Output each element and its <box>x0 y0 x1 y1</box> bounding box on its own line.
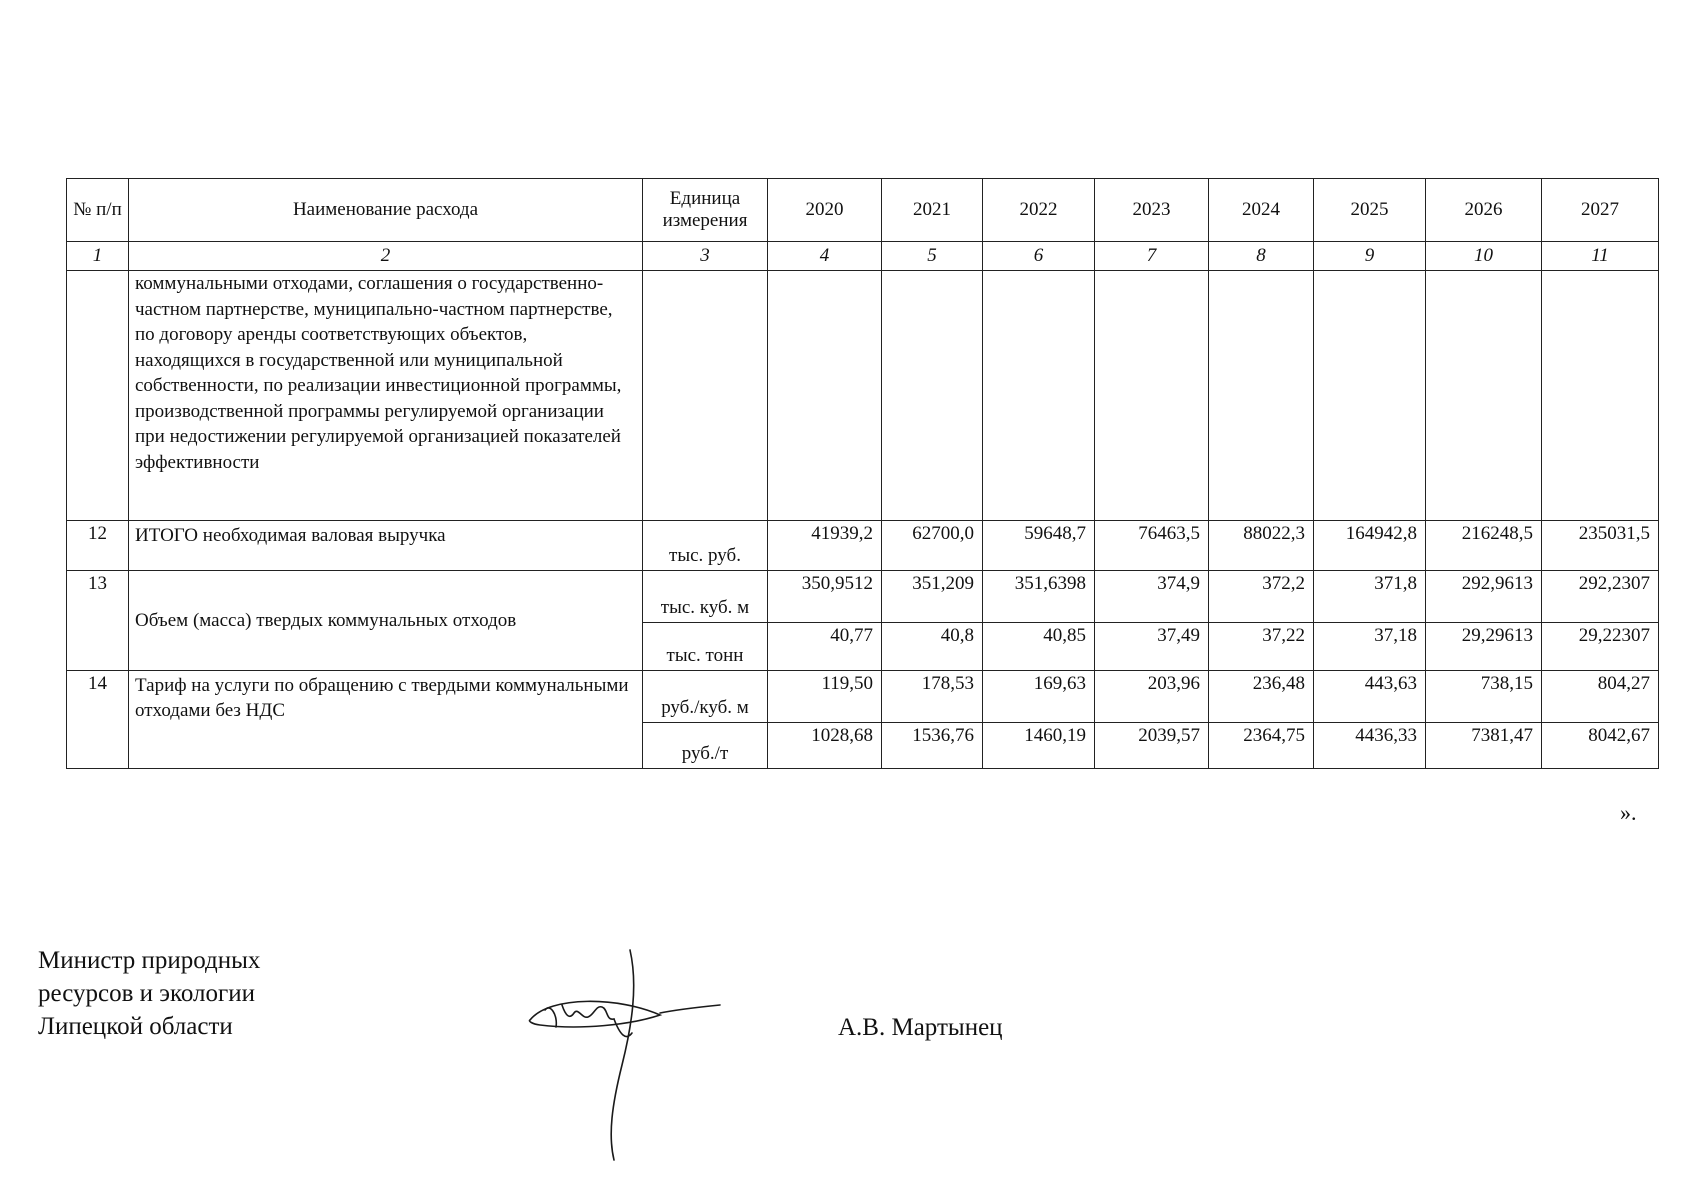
cell-value: 1460,19 <box>983 723 1095 769</box>
row-unit: руб./куб. м <box>643 671 768 723</box>
column-number: 4 <box>768 242 882 271</box>
cell-value: 40,77 <box>768 623 882 671</box>
row-number: 14 <box>67 671 129 769</box>
closing-quote: ». <box>1620 800 1637 825</box>
cell-value: 1536,76 <box>882 723 983 769</box>
cell-value: 40,8 <box>882 623 983 671</box>
cell-value: 804,27 <box>1542 671 1659 723</box>
cell-value: 8042,67 <box>1542 723 1659 769</box>
cell-value: 29,29613 <box>1426 623 1542 671</box>
cell-value: 372,2 <box>1209 571 1314 623</box>
column-number: 8 <box>1209 242 1314 271</box>
cell-value: 203,96 <box>1095 671 1209 723</box>
cell-value: 76463,5 <box>1095 521 1209 571</box>
header-year: 2024 <box>1209 179 1314 242</box>
cell-value: 37,18 <box>1314 623 1426 671</box>
cell-value: 292,9613 <box>1426 571 1542 623</box>
cell-value: 41939,2 <box>768 521 882 571</box>
row-unit: руб./т <box>643 723 768 769</box>
cell-value: 350,9512 <box>768 571 882 623</box>
cell-value: 351,6398 <box>983 571 1095 623</box>
column-number: 11 <box>1542 242 1659 271</box>
cell-value: 59648,7 <box>983 521 1095 571</box>
continuation-text: коммунальными отходами, соглашения о государственно-частном партнерстве, муниципально-частном партнерстве, по договору аренды соответствующих объектов, находящихся в государственной или муниципальной собственности, по реализации инвестиционной программы, производственной программы регулируемой организации при недостижении регулируемой организацией показателей эффективности <box>129 271 643 521</box>
header-year: 2026 <box>1426 179 1542 242</box>
header-year: 2027 <box>1542 179 1659 242</box>
cell-value: 4436,33 <box>1314 723 1426 769</box>
column-number: 9 <box>1314 242 1426 271</box>
handwritten-signature <box>510 945 730 1165</box>
cell-value: 29,22307 <box>1542 623 1659 671</box>
column-number: 6 <box>983 242 1095 271</box>
header-year: 2021 <box>882 179 983 242</box>
cell-value: 40,85 <box>983 623 1095 671</box>
row-number: 12 <box>67 521 129 571</box>
row-name: ИТОГО необходимая валовая выручка <box>129 521 643 571</box>
table-header-row <box>67 179 1659 242</box>
cell-value: 169,63 <box>983 671 1095 723</box>
row-name: Объем (масса) твердых коммунальных отходов <box>129 571 643 671</box>
table-row <box>67 521 1659 571</box>
tariff-table <box>66 178 1659 769</box>
header-year: 2020 <box>768 179 882 242</box>
signer-title <box>38 944 260 1043</box>
cell-value: 1028,68 <box>768 723 882 769</box>
cell-value: 88022,3 <box>1209 521 1314 571</box>
table-row <box>67 671 1659 723</box>
signer-title-line: ресурсов и экологии <box>38 980 256 1007</box>
column-number: 7 <box>1095 242 1209 271</box>
cell-value: 371,8 <box>1314 571 1426 623</box>
cell-value: 374,9 <box>1095 571 1209 623</box>
cell-value: 37,49 <box>1095 623 1209 671</box>
column-number: 5 <box>882 242 983 271</box>
cell-value: 216248,5 <box>1426 521 1542 571</box>
header-name: Наименование расхода <box>129 179 643 242</box>
row-unit: тыс. куб. м <box>643 571 768 623</box>
table-row <box>67 571 1659 623</box>
cell-value: 119,50 <box>768 671 882 723</box>
cell-value: 2364,75 <box>1209 723 1314 769</box>
column-number: 3 <box>643 242 768 271</box>
cell-value: 37,22 <box>1209 623 1314 671</box>
row-unit: тыс. тонн <box>643 623 768 671</box>
row-number: 13 <box>67 571 129 671</box>
header-unit: Единица измерения <box>643 179 768 242</box>
header-year: 2025 <box>1314 179 1426 242</box>
column-number: 10 <box>1426 242 1542 271</box>
cell-value: 236,48 <box>1209 671 1314 723</box>
cell-value: 738,15 <box>1426 671 1542 723</box>
signer-title-line: Липецкой области <box>38 1013 233 1040</box>
cell-value: 2039,57 <box>1095 723 1209 769</box>
cell-value: 292,2307 <box>1542 571 1659 623</box>
cell-value: 351,209 <box>882 571 983 623</box>
header-num: № п/п <box>67 179 129 242</box>
cell-value: 164942,8 <box>1314 521 1426 571</box>
cell-value: 62700,0 <box>882 521 983 571</box>
cell-value: 235031,5 <box>1542 521 1659 571</box>
row-name: Тариф на услуги по обращению с твердыми коммунальными отходами без НДС <box>129 671 643 769</box>
column-number: 2 <box>129 242 643 271</box>
column-number: 1 <box>67 242 129 271</box>
signer-name: А.В. Мартынец <box>838 1014 1003 1041</box>
header-year: 2023 <box>1095 179 1209 242</box>
cell-value: 178,53 <box>882 671 983 723</box>
cell-value: 443,63 <box>1314 671 1426 723</box>
table-row <box>67 271 1659 521</box>
header-year: 2022 <box>983 179 1095 242</box>
signer-title-line: Министр природных <box>38 947 261 974</box>
cell-value: 7381,47 <box>1426 723 1542 769</box>
column-number-row <box>67 242 1659 271</box>
row-unit: тыс. руб. <box>643 521 768 571</box>
